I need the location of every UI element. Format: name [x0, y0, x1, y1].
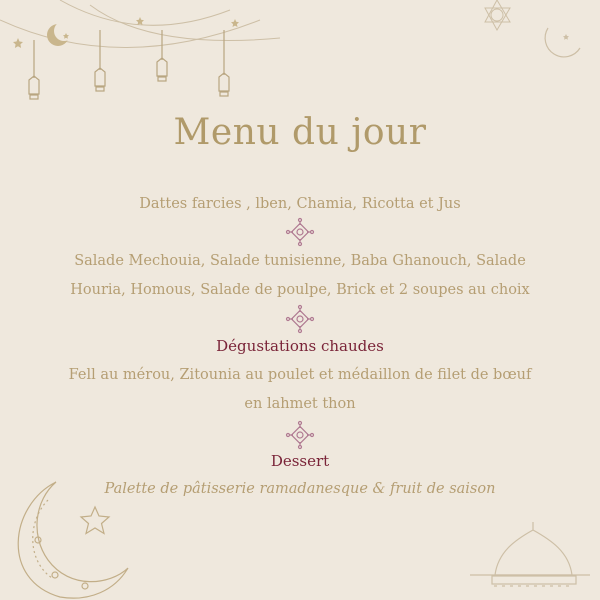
- ornament-icon: [287, 422, 314, 449]
- star-icon: [136, 17, 144, 25]
- lantern-icon: [219, 30, 229, 96]
- dessert-line: Palette de pâtisserie ramadanesque & fruit de saison: [104, 481, 496, 497]
- menu-title: Menu du jour: [173, 112, 427, 153]
- ornament-icon: [287, 219, 314, 246]
- crescent-moon-icon: [545, 28, 580, 57]
- star-icon: [485, 0, 510, 30]
- starters-line: Dattes farcies , lben, Chamia, Ricotta et Jus: [139, 196, 461, 212]
- lantern-icon: [95, 30, 105, 91]
- hanging-strings: [0, 0, 280, 48]
- salads-line-2: Houria, Homous, Salade de poulpe, Brick et 2 soupes au choix: [70, 282, 530, 298]
- salads-line-1: Salade Mechouia, Salade tunisienne, Baba Ghanouch, Salade: [74, 253, 526, 269]
- hot-dishes-line-2: en lahmet thon: [244, 396, 356, 412]
- lantern-icon: [157, 30, 167, 81]
- hot-dishes-line-1: Fell au mérou, Zitounia au poulet et médaillon de filet de bœuf: [68, 367, 532, 383]
- mosque-dome-icon: [470, 522, 590, 586]
- hot-dishes-title: Dégustations chaudes: [216, 337, 384, 355]
- star-icon: [13, 38, 23, 48]
- ornament-icon: [287, 306, 314, 333]
- star-icon: [231, 19, 239, 27]
- lantern-icon: [29, 40, 39, 99]
- star-icon: [81, 507, 109, 534]
- dessert-title: Dessert: [270, 452, 330, 470]
